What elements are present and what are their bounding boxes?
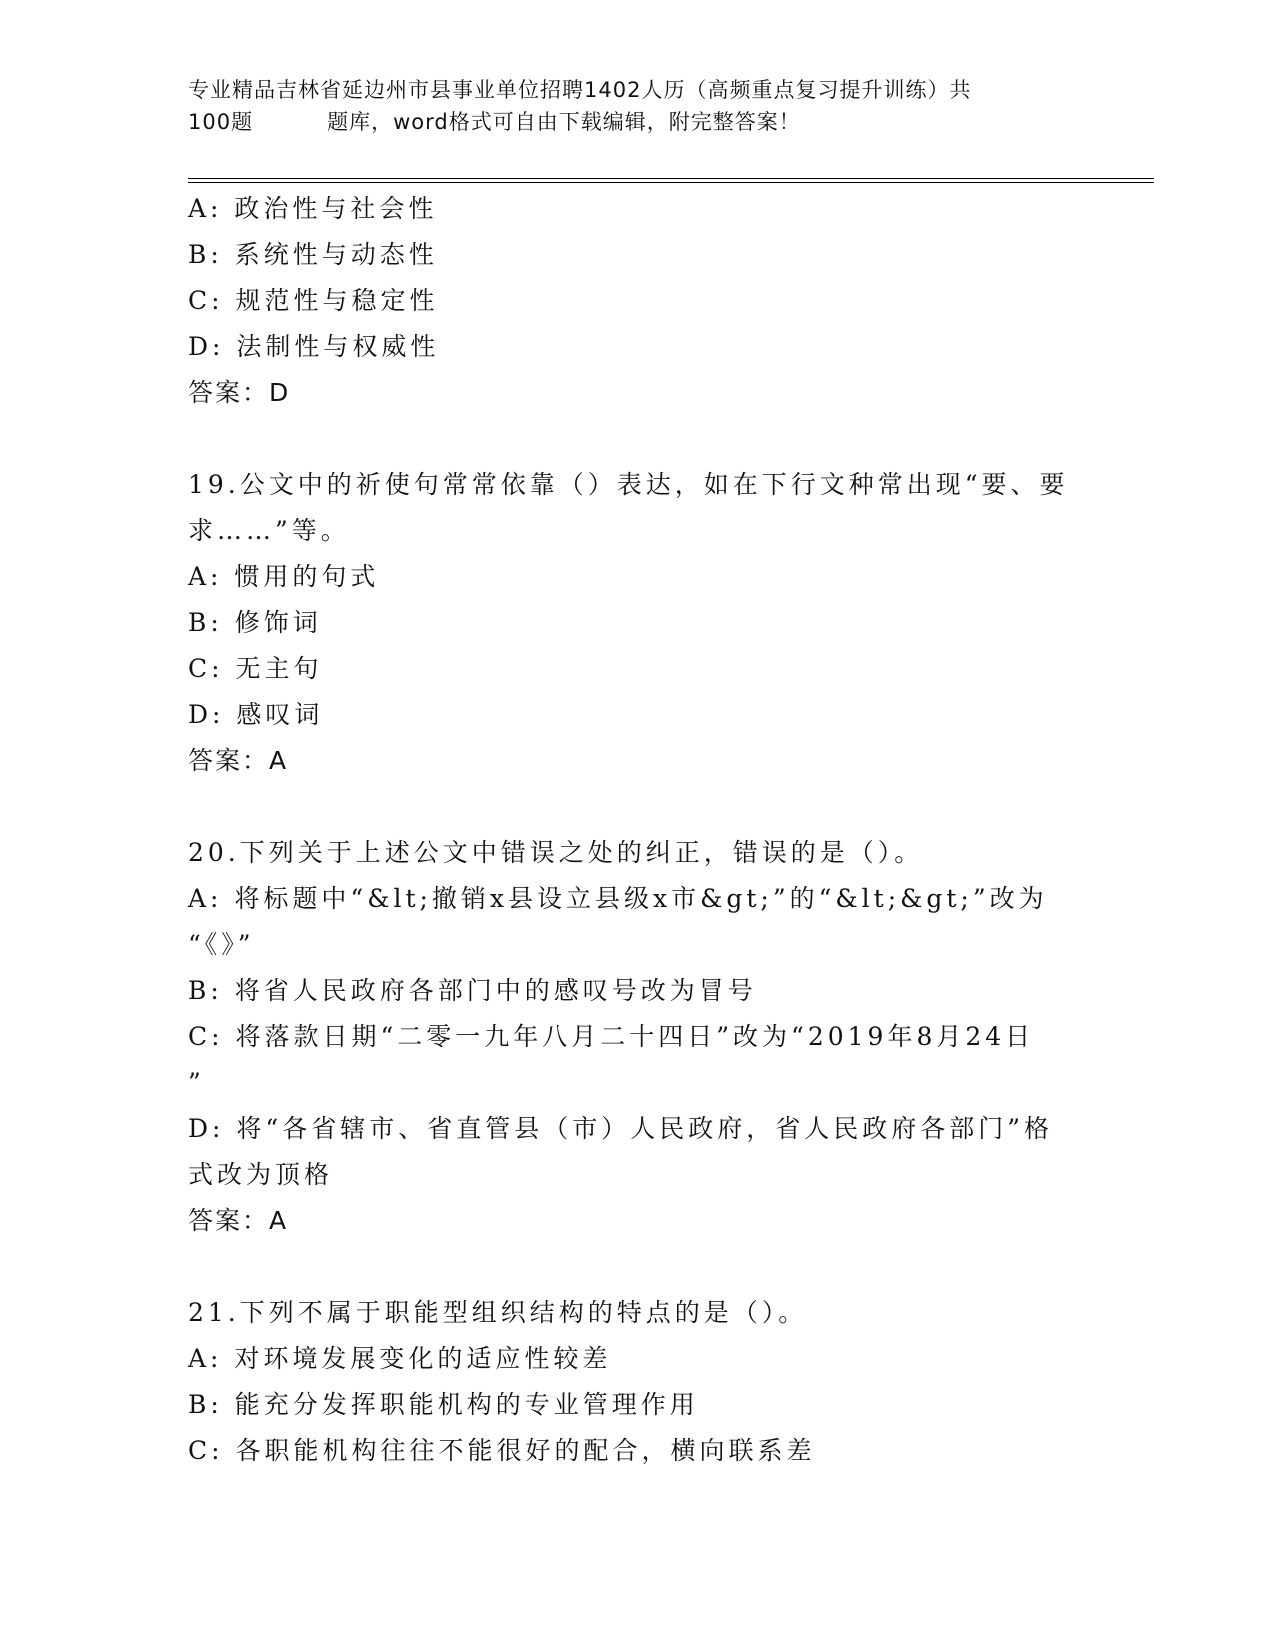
option-d: D: 将“各省辖市、省直管县（市）人民政府，省人民政府各部门”格 xyxy=(188,1114,1053,1143)
question-20 xyxy=(188,830,1088,1244)
question-stem: 20.下列关于上述公文中错误之处的纠正，错误的是（）。 xyxy=(188,838,924,867)
answer: 答案：A xyxy=(188,746,289,775)
option-b: B: 将省人民政府各部门中的感叹号改为冒号 xyxy=(188,976,757,1005)
question-stem: 19.公文中的祈使句常常依靠（）表达，如在下行文种常出现“要、要 xyxy=(188,470,1069,499)
option-a: A: 将标题中“&lt;撤销x县设立县级x市&gt;”的“&lt;&gt;”改为 xyxy=(188,884,1048,913)
option-b: B: 修饰词 xyxy=(188,608,322,637)
option-c: C: 各职能机构往往不能很好的配合，横向联系差 xyxy=(188,1436,816,1465)
question-19 xyxy=(188,462,1088,784)
question-stem: 21.下列不属于职能型组织结构的特点的是（）。 xyxy=(188,1298,808,1327)
question-stem-continued: 求……”等。 xyxy=(188,516,350,545)
header-rule-bottom xyxy=(188,182,1154,183)
option-c: C: 无主句 xyxy=(188,654,323,683)
question-21 xyxy=(188,1290,1088,1474)
document-header xyxy=(188,74,1088,138)
header-rule-top xyxy=(188,178,1154,179)
header-count: 100题 xyxy=(188,110,254,134)
option-d-continued: 式改为顶格 xyxy=(188,1160,334,1189)
option-a-continued: “《》” xyxy=(188,930,255,959)
header-description: 题库，word格式可自由下载编辑，附完整答案！ xyxy=(327,110,801,134)
option-a: A: 对环境发展变化的适应性较差 xyxy=(188,1344,612,1373)
option-a: A: 政治性与社会性 xyxy=(188,194,438,223)
option-d: D: 法制性与权威性 xyxy=(188,332,440,361)
question-content xyxy=(188,186,1088,1474)
option-b: B: 系统性与动态性 xyxy=(188,240,438,269)
option-c: C: 规范性与稳定性 xyxy=(188,286,439,315)
option-b: B: 能充分发挥职能机构的专业管理作用 xyxy=(188,1390,699,1419)
option-d: D: 感叹词 xyxy=(188,700,324,729)
question-18-options xyxy=(188,186,1088,416)
header-title-line-2 xyxy=(188,106,1088,138)
option-c: C: 将落款日期“二零一九年八月二十四日”改为“2019年8月24日 xyxy=(188,1022,1035,1051)
answer: 答案：A xyxy=(188,1206,289,1235)
option-c-continued: ” xyxy=(188,1068,205,1097)
option-a: A: 惯用的句式 xyxy=(188,562,380,591)
answer: 答案：D xyxy=(188,378,291,407)
header-title-line-1: 专业精品吉林省延边州市县事业单位招聘1402人历（高频重点复习提升训练）共 xyxy=(188,78,972,102)
